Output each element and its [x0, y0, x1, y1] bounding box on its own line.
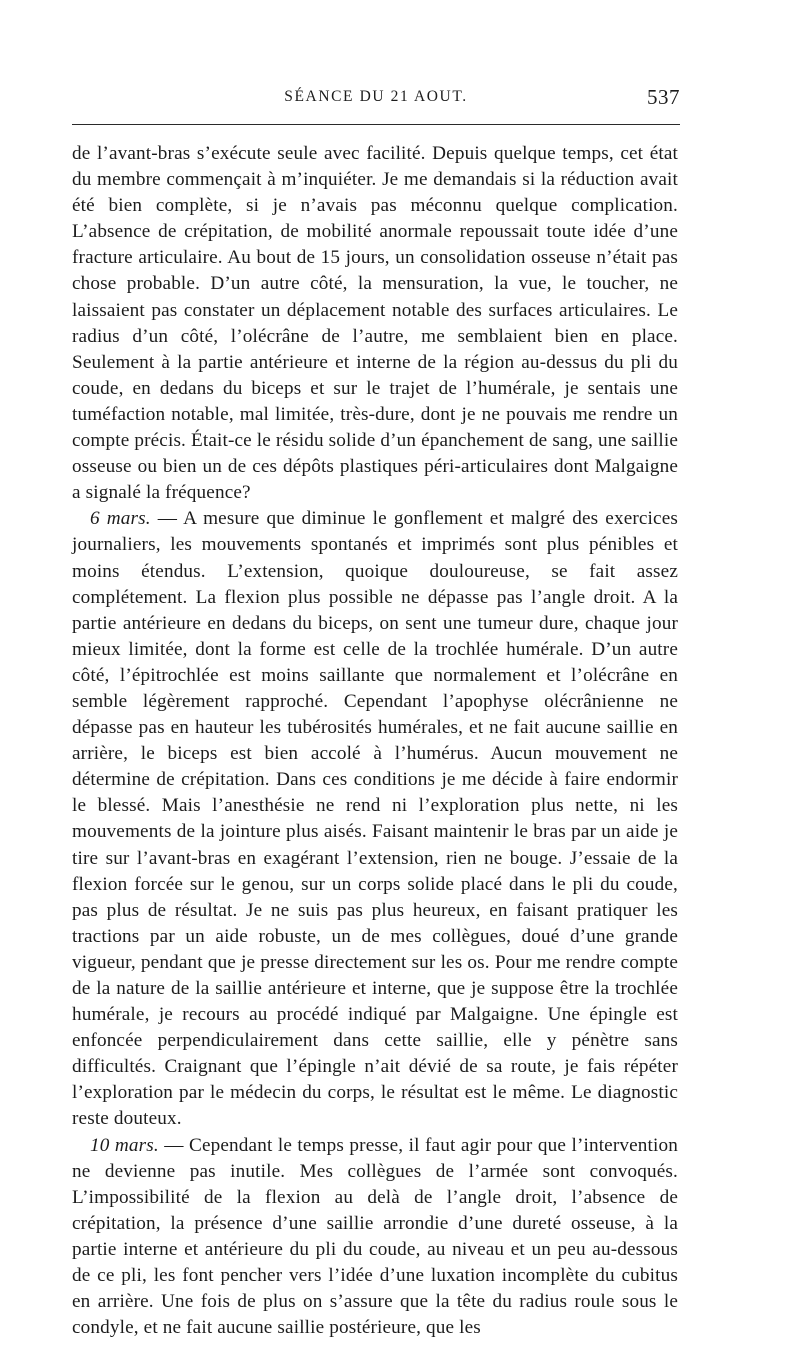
body-text	[72, 141, 678, 1341]
paragraph-3	[72, 1133, 678, 1342]
page-header	[72, 85, 680, 112]
paragraph-2-date: 6 mars.	[90, 508, 151, 530]
paragraph-3-date: 10 mars.	[90, 1134, 159, 1156]
paragraph-2	[72, 506, 678, 1132]
header-rule	[72, 124, 680, 125]
paragraph-1-text: de l’avant-bras s’exécute seule avec facilité. Depuis quelque temps, cet état du membre commençait à m’inquiéter. Je me demandais si la réduction avait été bien complète, si je n’avais pas méconnu quelque complication. L’absence de crépitation, de mobilité anormale repoussait toute idée d’une fracture articulaire. Au bout de 15 jours, un consolidation osseuse n’était pas chose probable. D’un autre côté, la mensuration, la vue, le toucher, ne laissaient pas constater un déplacement notable des surfaces articulaires. Le radius d’un côté, l’olécrâne de l’autre, me semblaient bien en place. Seulement à la partie antérieure et interne de la région au-dessus du pli du coude, en dedans du biceps et sur le trajet de l’humérale, je sentais une tuméfaction notable, mal limitée, très-dure, dont je ne pouvais me rendre un compte précis. Était-ce le résidu solide d’un épanchement de sang, une saillie osseuse ou bien un de ces dépôts plastiques péri-articulaires dont Malgaigne a signalé la fréquence?	[72, 143, 678, 504]
page-number: 537	[647, 85, 680, 109]
running-head: SÉANCE DU 21 AOUT.	[284, 88, 468, 105]
paragraph-3-text: — Cependant le temps presse, il faut agir pour que l’intervention ne devienne pas inutile. Mes collègues de l’armée sont convoqués. L’impossibilité de la flexion au delà de l’angle droit, l’absence de crépitation, la présence d’une saillie arrondie d’une dureté osseuse, à la partie interne et antérieure du pli du coude, au niveau et un peu au-dessous de ce pli, les font pencher vers l’idée d’une luxation incomplète du cubitus en arrière. Une fois de plus on s’assure que la tête du radius roule sous le condyle, et ne fait aucune saillie postérieure, que les	[72, 1134, 678, 1339]
paragraph-1	[72, 141, 678, 506]
paragraph-2-text: — A mesure que diminue le gonflement et malgré des exercices journaliers, les mouvements spontanés et imprimés sont plus pénibles et moins étendus. L’extension, quoique douloureuse, se fait assez complétement. La flexion plus possible ne dépasse pas l’angle droit. A la partie antérieure en dedans du biceps, on sent une tumeur dure, chaque jour mieux limitée, dont la forme est celle de la trochlée humérale. D’un autre côté, l’épitrochlée est moins saillante que normalement et l’olécrâne en semble légèrement rapproché. Cependant l’apophyse olécrânienne ne dépasse pas en hauteur les tubérosités humérales, et ne fait aucune saillie en arrière, le biceps est bien accolé à l’humérus. Aucun mouvement ne détermine de crépitation. Dans ces conditions je me décide à faire endormir le blessé. Mais l’anesthésie ne rend ni l’exploration plus nette, ni les mouvements de la jointure plus aisés. Faisant maintenir le bras par un aide je tire sur l’avant-bras en exagérant l’extension, rien ne bouge. J’essaie de la flexion forcée sur le genou, sur un corps solide placé dans le pli du coude, pas plus de résultat. Je ne suis pas plus heureux, en faisant pratiquer les tractions par un aide robuste, un de mes collègues, doué d’une grande vigueur, pendant que je presse directement sur les os. Pour me rendre compte de la nature de la saillie antérieure et interne, que je suppose être la trochlée humérale, je recours au procédé indiqué par Malgaigne. Une épingle est enfoncée perpendiculairement dans cette saillie, elle y pénètre sans difficultés. Craignant que l’épingle n’ait dévié de sa route, je fais répéter l’exploration par le médecin du corps, le résultat est le même. Le diagnostic reste douteux.	[72, 508, 678, 1130]
